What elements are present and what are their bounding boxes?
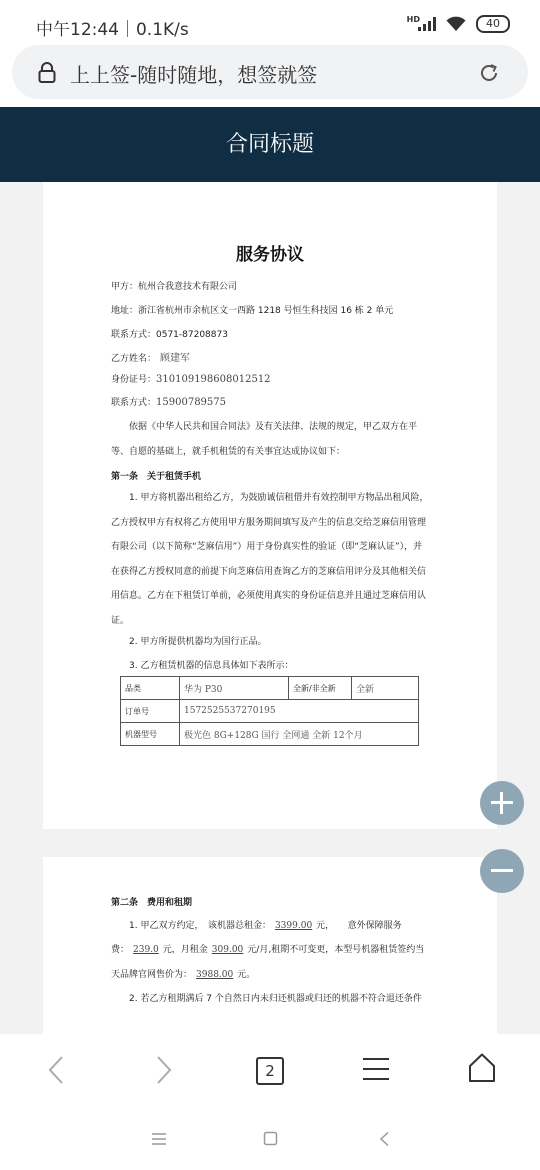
status-bar [0, 0, 540, 46]
reload-icon[interactable] [478, 62, 500, 84]
article-2-title: 第二条 费用和租期 [111, 898, 193, 908]
fee-insurance: 239.0 [133, 945, 159, 955]
party-b [111, 349, 190, 364]
contact-b-value: 15900789575 [156, 397, 227, 408]
battery-icon: 40 [476, 15, 510, 33]
contact-b [111, 395, 226, 408]
zoom-in-button[interactable] [480, 781, 524, 825]
hd-label: HD [406, 15, 420, 24]
contact-b-label: 联系方式： [111, 398, 157, 408]
rental-info-table [120, 676, 419, 746]
table-cell-value: 全新 [352, 677, 419, 700]
status-time: 中午12:44｜0.1K/s [36, 20, 189, 40]
fee-text: 费： [111, 945, 130, 955]
forward-button[interactable] [150, 1054, 176, 1086]
status-icons [405, 15, 510, 33]
clause-1: 1. 甲方将机器出租给乙方，为鼓励诚信租借并有效控制甲方物品出租风险，乙方授权甲方有权将乙方使用甲方服务期间填写及产生的信息交给芝麻信用管理有限公司（以下简称“芝麻信用”）用于身份真实性的验证（即“芝麻认证”），并在获得乙方授权同意的前提下向芝麻信用查询乙方的芝麻信用评分及其他相关信用信息。乙方在下租赁订单前，必须使用真实的身份证信息并且通过芝麻信用认证。 [111, 493, 429, 626]
clause-2: 2. 甲方所提供机器均为国行正品。 [129, 637, 267, 647]
zoom-out-button[interactable] [480, 849, 524, 893]
contract-header: 合同标题 [0, 107, 540, 182]
wifi-icon [446, 16, 466, 32]
document-page-2 [43, 857, 497, 1034]
fee-line-1 [129, 918, 402, 931]
fee-text: 元， 意外保障服务 [316, 921, 402, 931]
fee-monthly: 309.00 [211, 945, 244, 955]
article-1-title: 第一条 关于租赁手机 [111, 472, 202, 482]
table-row [121, 677, 419, 700]
table-cell-label: 订单号 [121, 700, 180, 723]
back-button[interactable] [44, 1054, 70, 1086]
table-cell-label: 机器型号 [121, 723, 180, 746]
browser-toolbar [0, 1034, 540, 1108]
table-cell-value: 华为 P30 [180, 677, 289, 700]
address: 地址：浙江省杭州市余杭区文一西路 1218 号恒生科技园 16 栋 2 单元 [111, 306, 394, 316]
id-value: 310109198608012512 [156, 374, 271, 385]
table-cell-label: 品类 [121, 677, 180, 700]
party-a: 甲方：杭州合我意技术有限公司 [111, 282, 238, 292]
menu-button[interactable] [361, 1056, 391, 1082]
recent-apps-button[interactable] [151, 1132, 167, 1146]
id-number [111, 372, 271, 385]
fee-price: 3988.00 [196, 970, 234, 980]
tabs-button[interactable]: 2 [256, 1057, 284, 1085]
party-b-value: 顾建军 [160, 353, 191, 364]
table-cell-value: 极光色 8G+128G 国行 全网通 全新 12个月 [180, 723, 419, 746]
document-page-1 [43, 182, 497, 829]
fee-line-2 [111, 942, 424, 955]
system-navigation-bar [0, 1108, 540, 1170]
fee-text: 元。 [237, 970, 256, 980]
document-title: 服务协议 [236, 245, 304, 265]
contact-a: 联系方式：0571-87208873 [111, 330, 228, 340]
intro-paragraph: 依据《中华人民共和国合同法》及有关法律、法规的规定，甲乙双方在平等、自愿的基础上，就手机租赁的有关事宜达成协议如下： [111, 422, 418, 457]
home-button[interactable] [467, 1052, 497, 1084]
fee-text: 元，月租金 [162, 945, 208, 955]
document-viewer[interactable] [0, 182, 540, 1034]
party-b-label: 乙方姓名： [111, 354, 157, 364]
minus-icon [491, 869, 513, 872]
address-bar[interactable] [12, 45, 528, 99]
fee-total: 3399.00 [274, 921, 313, 931]
clause-return: 2. 若乙方租期满后 7 个自然日内未归还机器或归还的机器不符合退还条件 [129, 994, 422, 1004]
clause-3: 3. 乙方租赁机器的信息具体如下表所示： [129, 661, 294, 671]
table-row [121, 700, 419, 723]
fee-text: 天品牌官网售价为： [111, 970, 193, 980]
table-cell-label: 全新/非全新 [289, 677, 352, 700]
table-cell-value: 1572525537270195 [180, 700, 419, 723]
id-label: 身份证号： [111, 375, 157, 385]
system-back-button[interactable] [378, 1131, 390, 1147]
fee-text: 1. 甲乙双方约定， 该机器总租金： [129, 921, 271, 931]
lock-icon [38, 62, 56, 84]
system-home-button[interactable] [263, 1131, 278, 1146]
fee-text: 元/月,租期不可变更，本型号机器租赁签约当 [247, 945, 425, 955]
table-row [121, 723, 419, 746]
signal-icon [405, 17, 436, 31]
page-title: 上上签-随时随地，想签就签 [70, 63, 318, 87]
fee-line-3 [111, 967, 255, 980]
